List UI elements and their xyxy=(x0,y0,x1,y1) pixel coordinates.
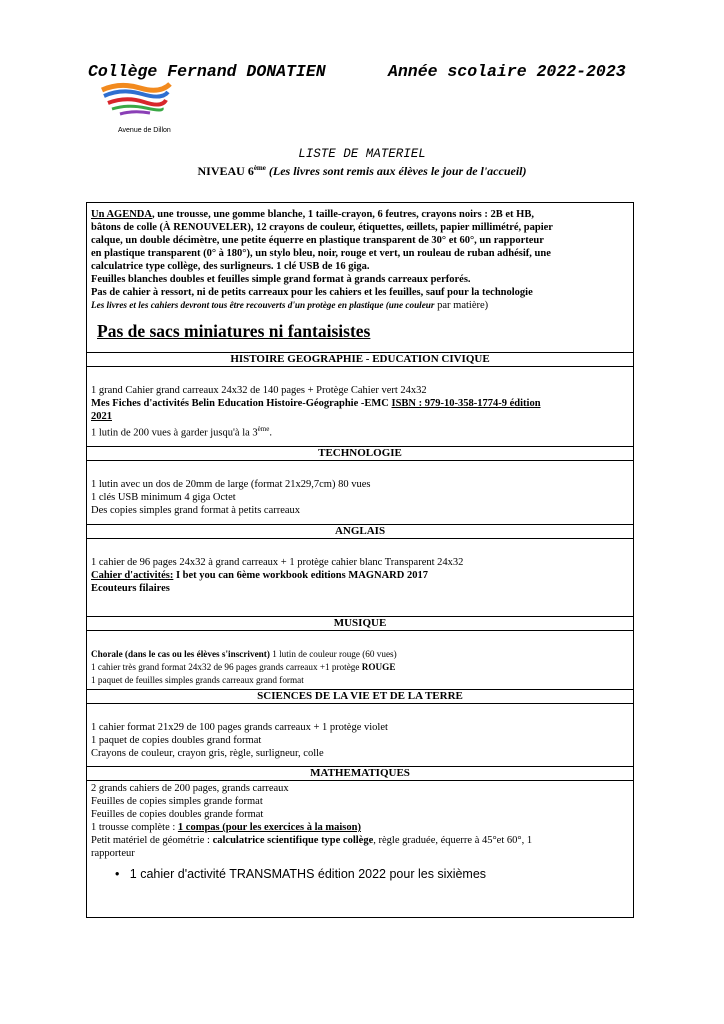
techno-section: TECHNOLOGIE 1 lutin avec un dos de 20mm de large (format 21x29,7cm) 80 vues 1 clés USB minimum 4 giga Octet Des copies simples grand format à petits carreaux xyxy=(87,446,633,525)
section-title: MUSIQUE xyxy=(87,617,633,631)
section-title: MATHEMATIQUES xyxy=(87,767,633,781)
college-logo xyxy=(100,78,172,118)
section-title: ANGLAIS xyxy=(87,525,633,539)
address: Avenue de Dillon xyxy=(118,127,171,134)
maths-section: MATHEMATIQUES 2 grands cahiers de 200 pages, grands carreaux Feuilles de copies simples grande format Feuilles de copies doubles grande format 1 trousse complète : 1 compas (pour les exercices à la maison) Petit matériel de géométrie : calculatrice scientifique type collège, règle graduée, équerre à 45°et 60°, 1 rapporteur • 1 cahier d'activité TRANSMATHS édition 2022 pour les sixièmes xyxy=(87,766,633,918)
musique-section: MUSIQUE Chorale (dans le cas ou les élèves s'inscrivent) 1 lutin de couleur rouge (60 vues) 1 cahier très grand format 24x32 de 96 pages grands carreaux +1 protège ROUGE 1 paquet de feuilles simples grands carreaux grand format xyxy=(87,616,633,690)
anglais-section: ANGLAIS 1 cahier de 96 pages 24x32 à grand carreaux + 1 protège cahier blanc Transparent 24x32 Cahier d'activités: I bet you can 6ème workbook editions MAGNARD 2017 Ecouteurs filaires xyxy=(87,524,633,617)
general-section: Un AGENDA, une trousse, une gomme blanche, 1 taille-crayon, 6 feutres, crayons noirs : 2B et HB, bâtons de colle (À RENOUVELER), 12 crayons de couleur, étiquettes, œillets, papier millimétré, papier calque, un double décimètre, une petite équerre en plastique transparent de 30° et 60°, un rapporteur en plastique transparent (0° à 180°), un stylo bleu, noir, rouge et vert, un rouleau de ruban adhésif, une calculatrice type collège, des surligneurs. 1 clé USB de 16 giga. Feuilles blanches doubles et feuilles simple grand format à grands carreaux perforés. Pas de cahier à ressort, ni de petits carreaux pour les cahiers et les feuilles, sauf pour la technologie Les livres et les cahiers devront tous être recouverts d'un protège en plastique (une couleur par matière) Pas de sacs miniatures ni fantaisistes xyxy=(91,209,553,341)
school-name: Collège Fernand DONATIEN xyxy=(88,62,326,81)
section-title: TECHNOLOGIE xyxy=(87,447,633,461)
bullet-item: • 1 cahier d'activité TRANSMATHS édition 2022 pour les sixièmes xyxy=(115,867,487,881)
svt-section: SCIENCES DE LA VIE ET DE LA TERRE 1 cahier format 21x29 de 100 pages grands carreaux + 1 protège violet 1 paquet de copies doubles grand format Crayons de couleur, crayon gris, règle, surligneur, colle xyxy=(87,689,633,767)
list-title: LISTE DE MATERIEL xyxy=(298,147,426,161)
section-title: HISTOIRE GEOGRAPHIE - EDUCATION CIVIQUE xyxy=(87,353,633,367)
histoire-section: HISTOIRE GEOGRAPHIE - EDUCATION CIVIQUE 1 grand Cahier grand carreaux 24x32 de 140 pages + Protège Cahier vert 24x32 Mes Fiches d'activités Belin Education Histoire-Géographie -EMC ISBN : 979-10-358-1774-9 édition 2021 1 lutin de 200 vues à garder jusqu'à la 3ème. xyxy=(87,352,633,447)
level-title: NIVEAU 6ème (Les livres sont remis aux élèves le jour de l'accueil) xyxy=(197,164,527,178)
school-year: Année scolaire 2022-2023 xyxy=(388,62,626,81)
section-title: SCIENCES DE LA VIE ET DE LA TERRE xyxy=(87,690,633,704)
material-table xyxy=(86,202,634,918)
bags-warning: Pas de sacs miniatures ni fantaisistes xyxy=(97,321,371,341)
